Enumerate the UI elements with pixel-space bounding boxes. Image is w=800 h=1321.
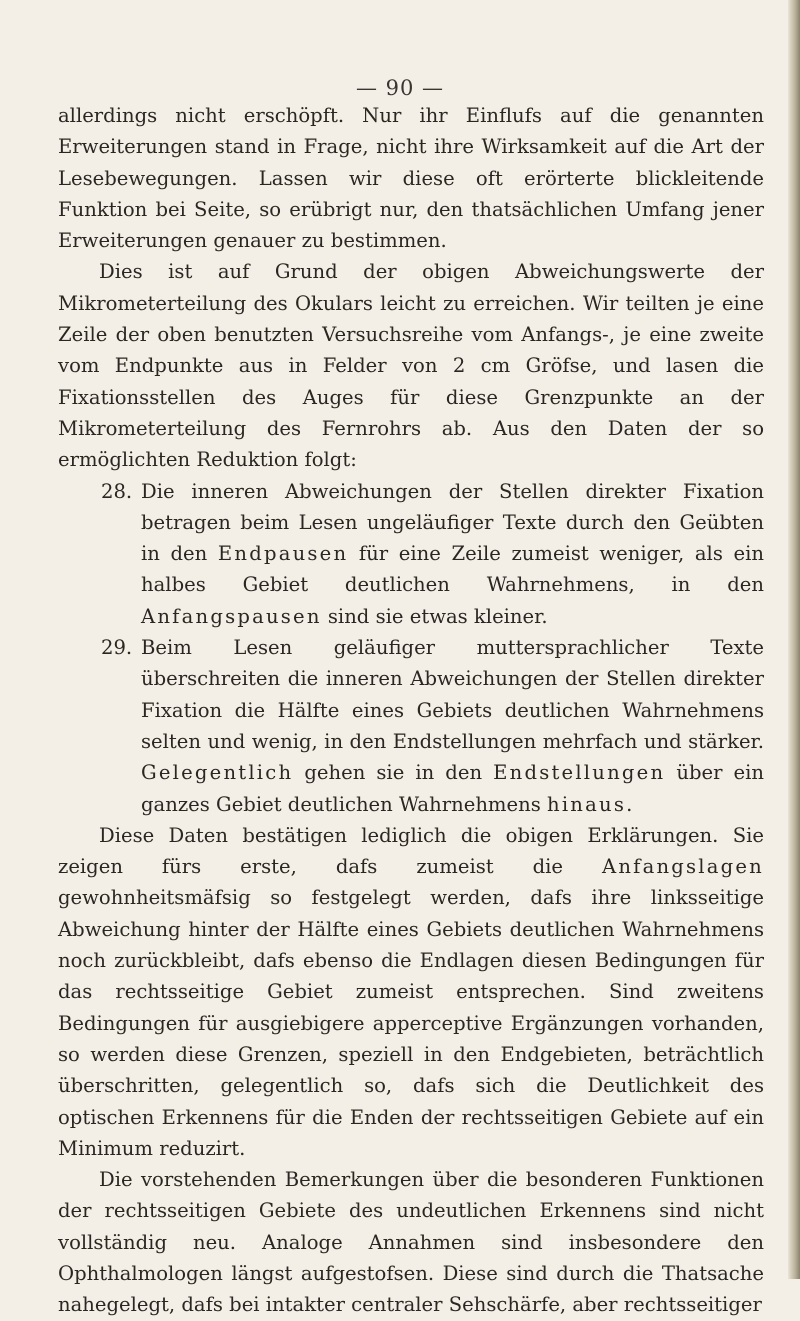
spaced-term: Gelegentlich (141, 761, 294, 785)
paragraph: Die vorstehenden Bemerkungen über die besonderen Funktionen der rechtsseitigen Gebiete des undeutlichen Erkennens sind nicht vollständig neu. Analoge Annahmen sind insbesondere den Ophthalmologen längst aufgestofsen. Diese sind durch die Thatsache nahegelegt, dafs bei intakter centraler Sehschärfe, aber rechtsseitiger (58, 1168, 764, 1317)
item-text-part: über ein ganzes Gebiet deutlichen Wahrnehmens (141, 761, 764, 816)
spaced-term: Endstellungen (493, 761, 666, 785)
paragraph-part: Diese Daten bestätigen lediglich die obigen Erklärungen. Sie zeigen fürs erste, dafs zumeist die (58, 823, 764, 879)
numbered-item (58, 632, 764, 820)
item-number: 29. (101, 636, 133, 660)
item-text (141, 632, 764, 820)
item-text-part: sind sie etwas kleiner. (321, 604, 548, 628)
paragraph: Dies ist auf Grund der obigen Abweichungswerte der Mikrometerteilung des Okulars leicht zu erreichen. Wir teilten je eine Zeile der oben benutzten Versuchsreihe vom Anfangs-, je eine zweite vom Endpunkte aus in Felder von 2 cm Gröfse, und lasen die Fixationsstellen des Auges für diese Grenzpunkte an der Mikrometerteilung des Fernrohrs ab. Aus den Daten der so ermöglichten Reduktion folgt: (58, 260, 764, 472)
item-text (141, 476, 764, 632)
page-number: — 90 — (355, 76, 445, 100)
item-text-part: Beim Lesen geläufiger muttersprachlicher Texte überschreiten die inneren Abweichungen der Stellen direkter Fixation die Hälfte eines Gebiets deutlichen Wahrnehmens selten und wenig, in den Endstellungen mehrfach und stärker. (141, 636, 764, 753)
item-text-part: für eine Zeile zumeist weniger, als ein halbes Gebiet deutlichen Wahrnehmens, in den (141, 542, 764, 597)
spaced-term: Endpausen (217, 542, 349, 566)
numbered-item (58, 476, 764, 632)
spaced-term: hinaus (547, 792, 627, 816)
spaced-term: Anfangspausen (141, 604, 322, 628)
item-number: 28. (101, 479, 133, 503)
spaced-term: Anfangslagen (601, 855, 764, 879)
body-text (58, 100, 764, 1321)
item-text-part: Die inneren Abweichungen der Stellen direkter Fixation betragen beim Lesen ungeläufiger Texte durch den Geübten in den (141, 479, 764, 566)
page-edge (788, 0, 800, 1279)
paragraph (58, 820, 764, 1164)
item-text-part: gehen sie in den (293, 761, 494, 785)
item-text-part: . (626, 792, 633, 816)
paragraph-part: gewohnheitsmäfsig so festgelegt werden, dafs ihre linksseitige Abweichung hinter der Hälfte eines Gebiets deutlichen Wahrnehmens noch zurückbleibt, dafs ebenso die Endlagen diesen Bedingungen für das rechtsseitige Gebiet zumeist entsprechen. Sind zweitens Bedingungen für ausgiebigere apperceptive Ergänzungen vorhanden, so werden diese Grenzen, speziell in den Endgebieten, beträchtlich überschritten, gelegentlich so, dafs sich die Deutlichkeit des optischen Erkennens für die Enden der rechtsseitigen Gebiete auf ein Minimum reduzirt. (58, 886, 764, 1160)
paragraph: allerdings nicht erschöpft. Nur ihr Einflufs auf die genannten Erweiterungen stand in Frage, nicht ihre Wirksamkeit auf die Art der Lesebewegungen. Lassen wir diese oft erörterte blickleitende Funktion bei Seite, so erübrigt nur, den thatsächlichen Umfang jener Erweiterungen genauer zu bestimmen. (58, 104, 764, 253)
